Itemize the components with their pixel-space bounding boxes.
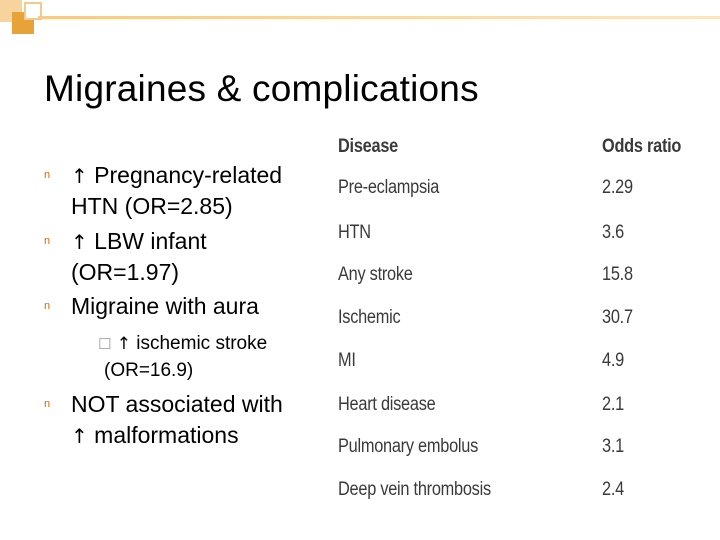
table-cell-disease: Heart disease [338,394,436,415]
table-cell-odds: 15.8 [602,264,633,285]
table-cell-odds: 3.6 [602,222,624,243]
table-cell-odds: 4.9 [602,350,624,371]
up-arrow-icon: ↑ [71,424,88,448]
sub-bullet-ischemic-stroke [98,330,267,358]
bullet-line1: LBW infant [87,228,207,254]
bullet-marker: n [44,300,51,312]
bullet-text [71,226,207,258]
table-cell-disease: Pre-eclampsia [338,177,440,198]
odds-ratio-table [336,134,700,506]
bullet-text [71,160,282,192]
checkbox-icon: ☐ [98,335,112,353]
bullet-line1: Pregnancy-related [87,162,283,188]
sub-bullet-cont: (OR=16.9) [104,360,194,381]
bullet-line1: NOT associated with [71,391,283,417]
table-cell-disease: MI [338,350,356,371]
table-cell-odds: 2.29 [602,177,633,198]
up-arrow-icon: ↑ [71,230,88,254]
table-cell-disease: Any stroke [338,264,413,285]
table-cell-odds: 3.1 [602,436,624,457]
table-cell-odds: 2.1 [602,394,624,415]
table-cell-disease: Deep vein thrombosis [338,479,491,500]
sub-bullet-line1: ischemic stroke [130,333,268,354]
table-header-odds-ratio: Odds ratio [602,136,682,157]
bullet-text [71,420,239,452]
bullet-line2: malformations [87,422,239,448]
up-arrow-icon: ↑ [71,164,88,188]
up-arrow-icon: ↑ [116,334,131,354]
bullet-line1: Migraine with aura [71,293,259,319]
header-rule [38,16,720,19]
table-cell-disease: HTN [338,222,371,243]
bullet-line2: (OR=1.97) [71,259,180,285]
bullet-line2: HTN (OR=2.85) [71,193,233,219]
table-header-disease: Disease [338,136,398,157]
slide-title: Migraines & complications [44,68,479,109]
corner-decoration [0,0,720,40]
table-cell-odds: 30.7 [602,307,633,328]
bullet-marker: n [44,169,51,181]
table-cell-disease: Ischemic [338,307,401,328]
bullet-marker: n [44,235,51,247]
bullet-marker: n [44,398,51,410]
table-cell-odds: 2.4 [602,479,624,500]
table-cell-disease: Pulmonary embolus [338,436,479,457]
